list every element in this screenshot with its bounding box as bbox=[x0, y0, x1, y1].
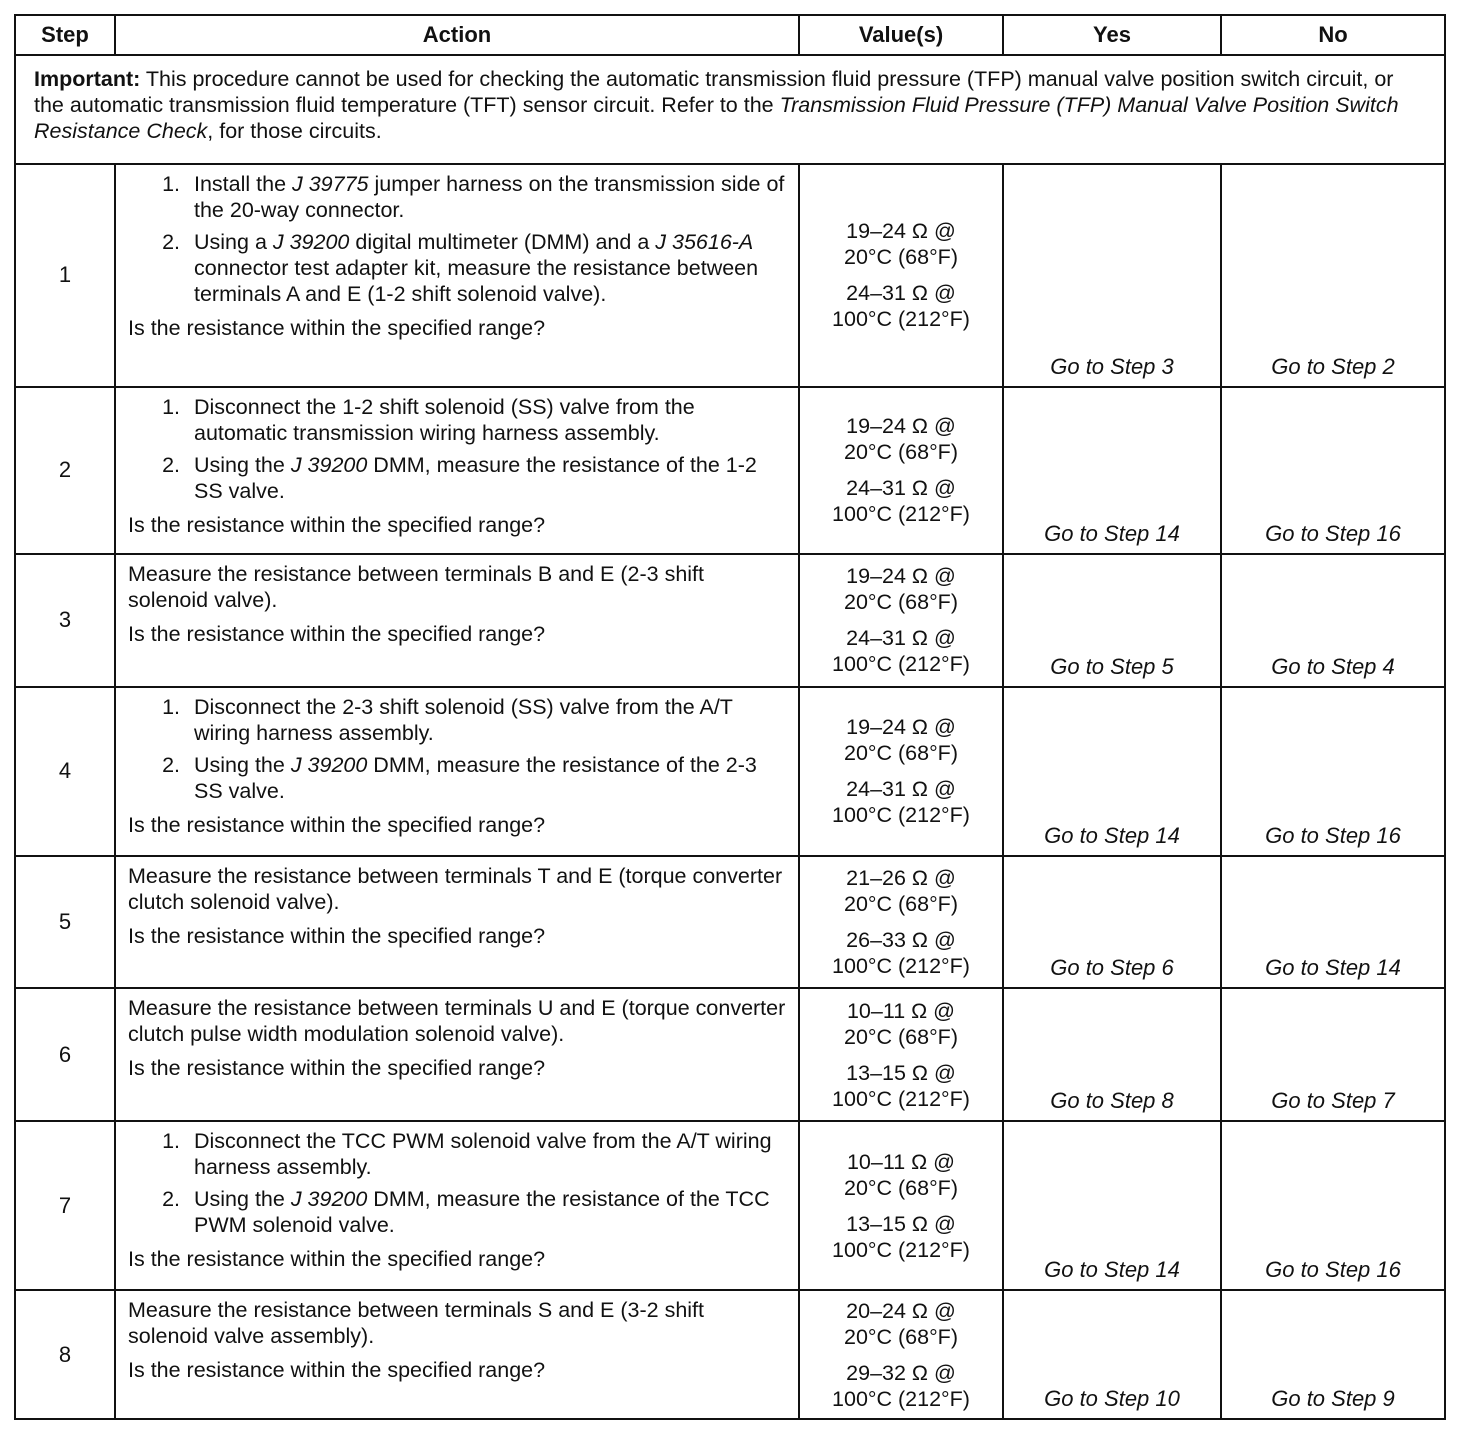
value-line: 20°C (68°F) bbox=[844, 892, 958, 917]
value-line: 20–24 Ω @ bbox=[846, 1298, 956, 1323]
step-action bbox=[115, 988, 799, 1121]
action-list-item bbox=[186, 1186, 788, 1238]
tool-reference: J 39775 bbox=[292, 171, 369, 196]
value-line: 19–24 Ω @ bbox=[846, 564, 956, 589]
step-number: 8 bbox=[15, 1290, 115, 1419]
step-values bbox=[799, 856, 1003, 989]
table-row bbox=[15, 387, 1445, 554]
action-list-item bbox=[186, 229, 788, 307]
action-text: Using the bbox=[194, 452, 291, 477]
action-question: Is the resistance within the specified range? bbox=[128, 512, 546, 537]
action-list-item bbox=[186, 752, 788, 804]
step-number: 5 bbox=[15, 856, 115, 989]
tool-reference: J 39200 bbox=[290, 452, 368, 477]
value-line: 24–31 Ω @ bbox=[846, 777, 956, 802]
action-text: Using the bbox=[194, 1187, 291, 1212]
value-line: 24–31 Ω @ bbox=[846, 281, 956, 306]
value-line: 29–32 Ω @ bbox=[846, 1360, 956, 1385]
value-line: 24–31 Ω @ bbox=[846, 476, 956, 501]
action-question: Is the resistance within the specified range? bbox=[128, 1247, 546, 1272]
step-action bbox=[115, 1290, 799, 1419]
action-text: digital multimeter (DMM) and a bbox=[349, 229, 656, 254]
step-action bbox=[115, 387, 799, 554]
action-question: Is the resistance within the specified range? bbox=[128, 315, 546, 340]
value-line: 19–24 Ω @ bbox=[846, 414, 956, 439]
table-row bbox=[15, 856, 1445, 989]
value-line: 13–15 Ω @ bbox=[846, 1211, 956, 1236]
value-line: 100°C (212°F) bbox=[832, 803, 970, 828]
tool-reference: J 39200 bbox=[290, 752, 368, 777]
yes-go-to-step: Go to Step 10 bbox=[1003, 1290, 1221, 1419]
action-text: Measure the resistance between terminals B and E (2-3 shift solenoid valve). bbox=[128, 561, 705, 612]
value-line: 100°C (212°F) bbox=[832, 307, 970, 332]
value-line: 20°C (68°F) bbox=[844, 440, 958, 465]
value-line: 100°C (212°F) bbox=[832, 1086, 970, 1111]
value-line: 24–31 Ω @ bbox=[846, 626, 956, 651]
table-body bbox=[15, 55, 1445, 1419]
table-row bbox=[15, 554, 1445, 687]
step-action bbox=[115, 164, 799, 387]
yes-go-to-step: Go to Step 14 bbox=[1003, 387, 1221, 554]
tool-reference: J 35616-A bbox=[655, 229, 754, 254]
yes-go-to-step: Go to Step 6 bbox=[1003, 856, 1221, 989]
value-line: 20°C (68°F) bbox=[844, 590, 958, 615]
action-list bbox=[128, 171, 788, 307]
value-line: 21–26 Ω @ bbox=[846, 866, 956, 891]
no-go-to-step: Go to Step 16 bbox=[1221, 1121, 1445, 1290]
value-line: 20°C (68°F) bbox=[844, 1024, 958, 1049]
important-reference: Transmission Fluid Pressure (TFP) Manual Valve Position Switch Resistance Check bbox=[34, 93, 1399, 143]
value-line: 10–11 Ω @ bbox=[846, 1149, 956, 1174]
action-question: Is the resistance within the specified range? bbox=[128, 923, 546, 948]
action-text: Install the bbox=[194, 171, 292, 196]
value-spacer bbox=[806, 766, 996, 776]
action-question: Is the resistance within the specified range? bbox=[128, 1056, 546, 1081]
value-spacer bbox=[806, 465, 996, 475]
action-list-item bbox=[186, 452, 788, 504]
no-go-to-step: Go to Step 9 bbox=[1221, 1290, 1445, 1419]
action-text: Disconnect the 2-3 shift solenoid (SS) valve from the A/T wiring harness assembly. bbox=[194, 694, 733, 745]
value-line: 20°C (68°F) bbox=[844, 1175, 958, 1200]
table-row bbox=[15, 988, 1445, 1121]
step-values bbox=[799, 554, 1003, 687]
yes-go-to-step: Go to Step 5 bbox=[1003, 554, 1221, 687]
action-question: Is the resistance within the specified range? bbox=[128, 1358, 546, 1383]
action-text: Measure the resistance between terminals T and E (torque converter clutch solenoid valve). bbox=[128, 863, 783, 914]
step-number: 3 bbox=[15, 554, 115, 687]
diagnostic-procedure-document bbox=[14, 14, 1446, 1420]
step-action bbox=[115, 687, 799, 856]
value-line: 13–15 Ω @ bbox=[846, 1060, 956, 1085]
action-list bbox=[128, 394, 788, 504]
step-values bbox=[799, 1290, 1003, 1419]
table-row bbox=[15, 687, 1445, 856]
yes-go-to-step: Go to Step 3 bbox=[1003, 164, 1221, 387]
value-spacer bbox=[806, 1201, 996, 1211]
step-action bbox=[115, 856, 799, 989]
no-go-to-step: Go to Step 7 bbox=[1221, 988, 1445, 1121]
important-text-2: , for those circuits. bbox=[207, 119, 382, 143]
step-values bbox=[799, 687, 1003, 856]
value-line: 20°C (68°F) bbox=[844, 1324, 958, 1349]
value-line: 20°C (68°F) bbox=[844, 245, 958, 270]
table-row bbox=[15, 1290, 1445, 1419]
value-line: 10–11 Ω @ bbox=[846, 998, 956, 1023]
action-list-item bbox=[186, 171, 788, 223]
value-spacer bbox=[806, 615, 996, 625]
value-spacer bbox=[806, 917, 996, 927]
header-values: Value(s) bbox=[799, 15, 1003, 55]
step-values bbox=[799, 1121, 1003, 1290]
header-no: No bbox=[1221, 15, 1445, 55]
action-list-item bbox=[186, 1128, 788, 1180]
no-go-to-step: Go to Step 4 bbox=[1221, 554, 1445, 687]
action-question: Is the resistance within the specified range? bbox=[128, 812, 546, 837]
step-number: 7 bbox=[15, 1121, 115, 1290]
action-text: Using a bbox=[194, 229, 273, 254]
action-list-item bbox=[186, 394, 788, 446]
yes-go-to-step: Go to Step 14 bbox=[1003, 687, 1221, 856]
step-action bbox=[115, 554, 799, 687]
action-text: Disconnect the 1-2 shift solenoid (SS) valve from the automatic transmission wiring harness assembly. bbox=[194, 394, 695, 445]
action-text: Disconnect the TCC PWM solenoid valve from the A/T wiring harness assembly. bbox=[194, 1129, 772, 1180]
tool-reference: J 39200 bbox=[290, 1187, 368, 1212]
value-line: 100°C (212°F) bbox=[832, 652, 970, 677]
table-row bbox=[15, 1121, 1445, 1290]
important-text-1: This procedure cannot be used for checking the automatic transmission fluid pressure (TFP) manual valve position switch circuit, or the automatic transmission fluid temperature (TFT) sensor circuit. Refer to the bbox=[34, 67, 1394, 117]
step-values bbox=[799, 164, 1003, 387]
value-line: 100°C (212°F) bbox=[832, 954, 970, 979]
header-row bbox=[15, 15, 1445, 55]
action-question: Is the resistance within the specified range? bbox=[128, 621, 546, 646]
value-spacer bbox=[806, 270, 996, 280]
header-action: Action bbox=[115, 15, 799, 55]
step-number: 4 bbox=[15, 687, 115, 856]
action-text: DMM, measure the resistance of the TCC PWM solenoid valve. bbox=[194, 1187, 770, 1238]
important-label: Important: bbox=[34, 67, 141, 91]
step-values bbox=[799, 387, 1003, 554]
header-step: Step bbox=[15, 15, 115, 55]
action-text: DMM, measure the resistance of the 1-2 SS valve. bbox=[194, 452, 757, 503]
action-list bbox=[128, 694, 788, 804]
yes-go-to-step: Go to Step 14 bbox=[1003, 1121, 1221, 1290]
value-line: 100°C (212°F) bbox=[832, 502, 970, 527]
step-number: 6 bbox=[15, 988, 115, 1121]
diagnostic-table bbox=[14, 14, 1446, 1420]
value-line: 20°C (68°F) bbox=[844, 741, 958, 766]
no-go-to-step: Go to Step 14 bbox=[1221, 856, 1445, 989]
value-line: 19–24 Ω @ bbox=[846, 219, 956, 244]
value-line: 100°C (212°F) bbox=[832, 1386, 970, 1411]
step-number: 1 bbox=[15, 164, 115, 387]
step-values bbox=[799, 988, 1003, 1121]
value-line: 19–24 Ω @ bbox=[846, 715, 956, 740]
step-number: 2 bbox=[15, 387, 115, 554]
value-spacer bbox=[806, 1350, 996, 1360]
value-line: 100°C (212°F) bbox=[832, 1237, 970, 1262]
important-note bbox=[15, 55, 1445, 164]
important-note-row bbox=[15, 55, 1445, 164]
action-text: Measure the resistance between terminals U and E (torque converter clutch pulse width modulation solenoid valve). bbox=[128, 996, 786, 1047]
tool-reference: J 39200 bbox=[272, 229, 350, 254]
action-list bbox=[128, 1128, 788, 1238]
action-text: connector test adapter kit, measure the resistance between terminals A and E (1-2 shift solenoid valve). bbox=[194, 255, 759, 306]
yes-go-to-step: Go to Step 8 bbox=[1003, 988, 1221, 1121]
action-text: Measure the resistance between terminals S and E (3-2 shift solenoid valve assembly). bbox=[128, 1298, 705, 1349]
value-line: 26–33 Ω @ bbox=[846, 928, 956, 953]
action-text: DMM, measure the resistance of the 2-3 SS valve. bbox=[194, 752, 757, 803]
header-yes: Yes bbox=[1003, 15, 1221, 55]
no-go-to-step: Go to Step 16 bbox=[1221, 687, 1445, 856]
action-list-item bbox=[186, 694, 788, 746]
no-go-to-step: Go to Step 16 bbox=[1221, 387, 1445, 554]
no-go-to-step: Go to Step 2 bbox=[1221, 164, 1445, 387]
action-text: Using the bbox=[194, 752, 291, 777]
action-text: jumper harness on the transmission side of the 20-way connector. bbox=[194, 171, 785, 222]
table-row bbox=[15, 164, 1445, 387]
value-spacer bbox=[806, 1050, 996, 1060]
step-action bbox=[115, 1121, 799, 1290]
